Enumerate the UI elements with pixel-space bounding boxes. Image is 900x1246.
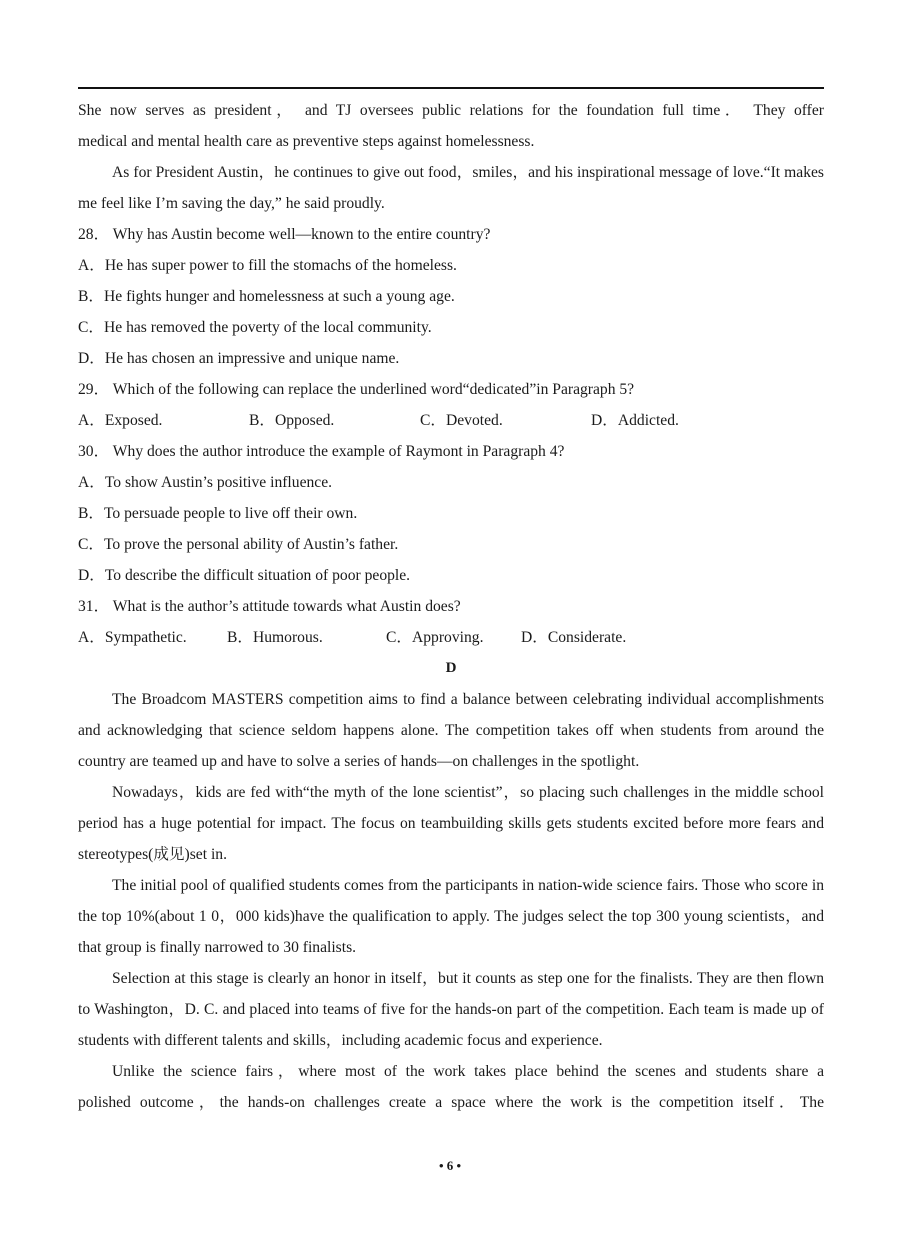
question-stem: 30． Why does the author introduce the example of Raymont in Paragraph 4? xyxy=(78,443,565,460)
option: A．He has super power to fill the stomachs of the homeless. xyxy=(78,257,457,274)
option: B．Opposed. xyxy=(249,412,335,429)
option: B．Humorous. xyxy=(227,629,323,646)
option: D．To describe the difficult situation of poor people. xyxy=(78,567,411,584)
option: A．To show Austin’s positive influence. xyxy=(78,474,333,491)
header-rule xyxy=(78,87,824,89)
option: D．He has chosen an impressive and unique name. xyxy=(78,350,400,367)
text-line: polished outcome，the hands-on challenges create a space where the work is the competition itself．The xyxy=(78,1094,824,1111)
option: D．Considerate. xyxy=(521,629,627,646)
option: C．Approving. xyxy=(386,629,484,646)
paragraph: The Broadcom MASTERS competition aims to find a balance between celebrating individual accomplishments and acknowledging that science seldom happens alone. The competition takes off when students from around the country are teamed up and have to solve a series of hands—on challenges in the spotlight. xyxy=(78,691,824,770)
question-stem: 29． Which of the following can replace the underlined word“dedicated”in Paragraph 5? xyxy=(78,381,635,398)
question-stem: 31． What is the author’s attitude towards what Austin does? xyxy=(78,598,461,615)
option: A．Exposed. xyxy=(78,412,163,429)
paragraph: The initial pool of qualified students comes from the participants in nation-wide science fairs. Those who score in the top 10%(about 1 0，000 kids)have the qualification to apply. The judges select the top 300 young scientists，and that group is finally narrowed to 30 finalists. xyxy=(78,877,824,956)
page-number: • 6 • xyxy=(438,1158,462,1173)
section-heading: D xyxy=(445,660,457,676)
option: A．Sympathetic. xyxy=(78,629,187,646)
option: B．To persuade people to live off their own. xyxy=(78,505,358,522)
paragraph: As for President Austin，he continues to give out food，smiles，and his inspirational message of love.“It makes me feel like I’m saving the day,” he said proudly. xyxy=(78,164,824,212)
paragraph: Selection at this stage is clearly an honor in itself，but it counts as step one for the finalists. They are then flown to Washington，D. C. and placed into teams of five for the hands-on part of the competition. Each team is made up of students with different talents and skills，including academic focus and experience. xyxy=(78,970,824,1049)
text-line: She now serves as president， and TJ oversees public relations for the foundation full time． They offer xyxy=(78,102,824,119)
paragraph: Nowadays，kids are fed with“the myth of the lone scientist”，so placing such challenges in the middle school period has a huge potential for impact. The focus on teambuilding skills gets students excited before more fears and stereotypes(成见)set in. xyxy=(78,784,824,863)
question-stem: 28． Why has Austin become well—known to the entire country? xyxy=(78,226,491,243)
option-row xyxy=(78,405,824,436)
option-row xyxy=(78,622,824,653)
option: D．Addicted. xyxy=(591,412,679,429)
text-line: medical and mental health care as preventive steps against homelessness. xyxy=(78,133,535,150)
option: B．He fights hunger and homelessness at such a young age. xyxy=(78,288,455,305)
text-line: Unlike the science fairs，where most of the work takes place behind the scenes and students share a xyxy=(112,1063,824,1080)
page-content xyxy=(78,95,824,1118)
option: C．To prove the personal ability of Austin’s father. xyxy=(78,536,399,553)
option: C．Devoted. xyxy=(420,412,503,429)
option: C．He has removed the poverty of the local community. xyxy=(78,319,432,336)
